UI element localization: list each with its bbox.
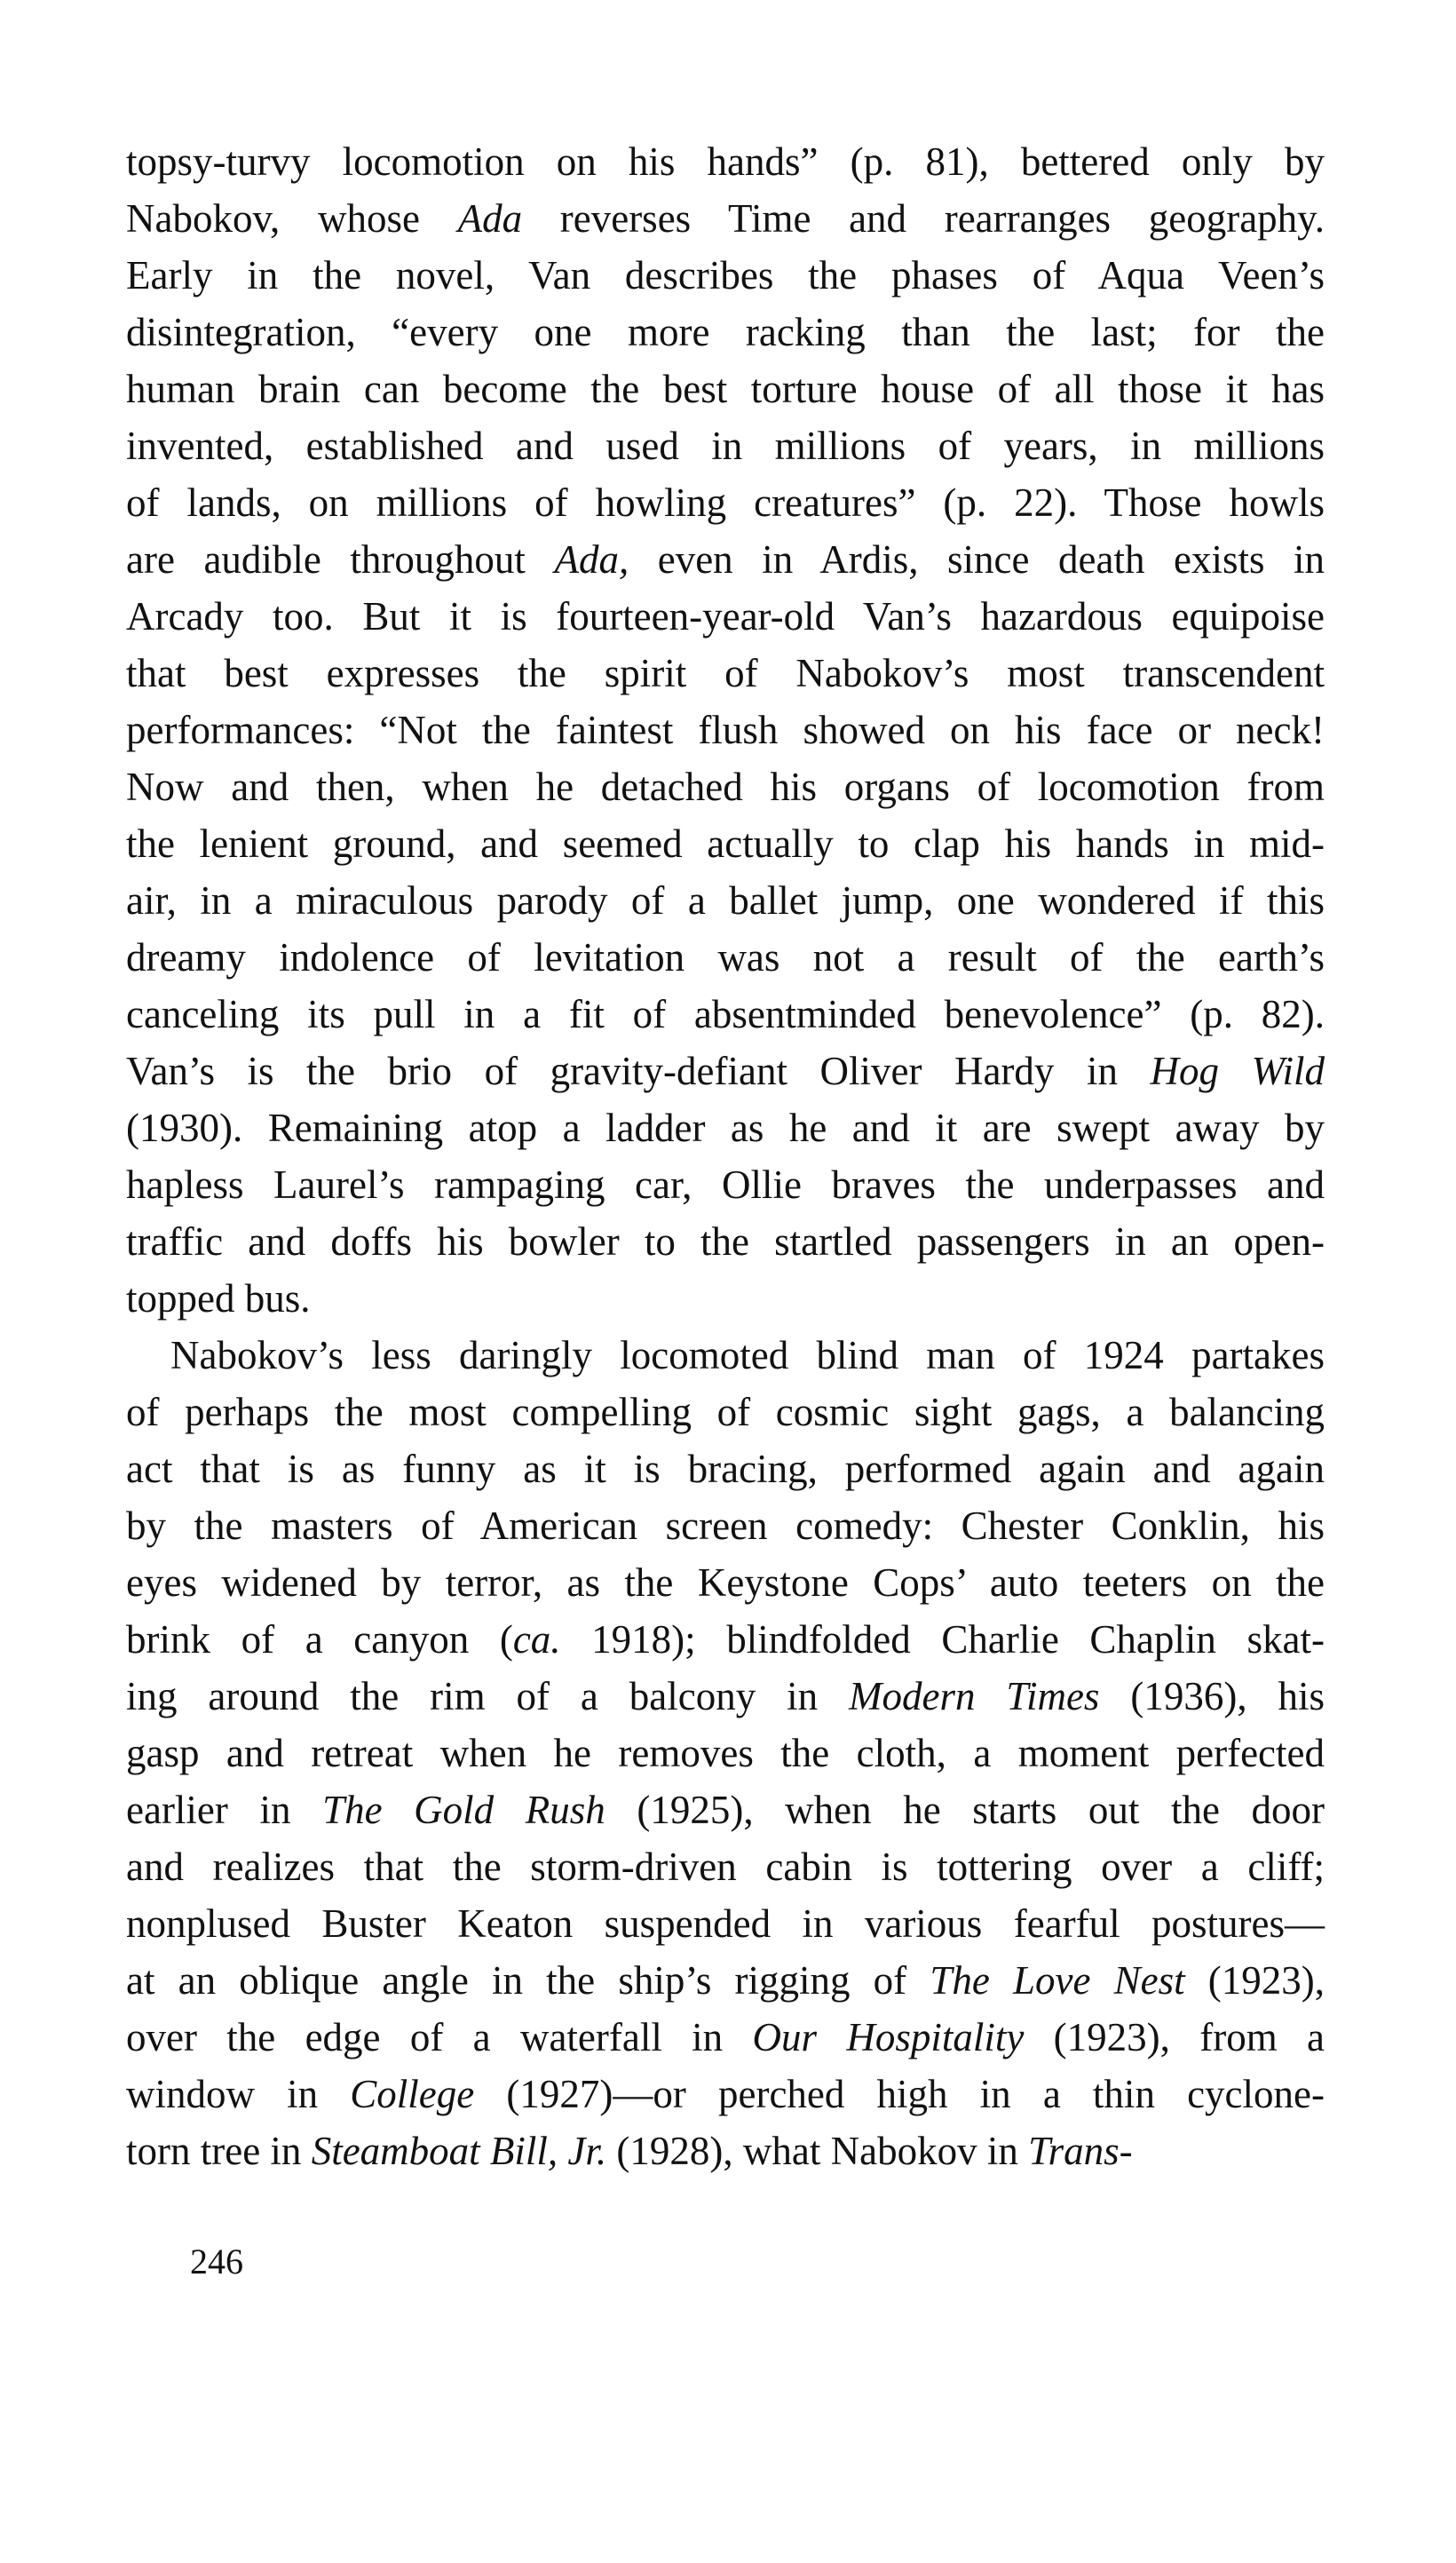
text-run: act that is as funny as it is bracing, performed again and again xyxy=(126,1447,1325,1491)
text-line xyxy=(126,1781,1325,1838)
text-line xyxy=(126,1611,1325,1668)
text-line xyxy=(126,1497,1325,1554)
text-line xyxy=(126,1440,1325,1497)
text-run: (1927)—or perched high in a thin cyclone- xyxy=(474,2072,1325,2116)
italic-text: College xyxy=(350,2072,475,2116)
text-run: topsy-turvy locomotion on his hands” (p. 81), bettered only by xyxy=(126,139,1325,184)
text-line xyxy=(126,531,1325,588)
text-run: dreamy indolence of levitation was not a result of the earth’s xyxy=(126,935,1325,980)
text-run: 1918); blindfolded Charlie Chaplin skat- xyxy=(560,1617,1325,1662)
text-run: Nabokov’s less daringly locomoted blind man of 1924 partakes xyxy=(170,1333,1325,1377)
text-line xyxy=(126,247,1325,304)
text-line xyxy=(126,1043,1325,1099)
text-line xyxy=(126,1384,1325,1440)
italic-text: The Gold Rush xyxy=(322,1788,605,1832)
text-run: eyes widened by terror, as the Keystone Cops’ auto teeters on the xyxy=(126,1560,1325,1605)
text-run: (1925), when he starts out the door xyxy=(605,1788,1325,1832)
italic-text: The Love Nest xyxy=(930,1958,1185,2003)
text-run: Nabokov, whose xyxy=(126,196,458,241)
text-run: over the edge of a waterfall in xyxy=(126,2015,753,2059)
text-run: Now and then, when he detached his organs of locomotion from xyxy=(126,765,1325,809)
text-run: (1923), from a xyxy=(1024,2015,1325,2059)
text-run: nonplused Buster Keaton suspended in various fearful postures— xyxy=(126,1901,1325,1946)
text-line xyxy=(126,1213,1325,1270)
text-run: Arcady too. But it is fourteen-year-old Van’s hazardous equipoise xyxy=(126,594,1325,639)
italic-text: Hog Wild xyxy=(1150,1049,1325,1093)
text-run: gasp and retreat when he removes the cloth, a moment perfected xyxy=(126,1731,1325,1775)
text-run: that best expresses the spirit of Nabokov’s most transcendent xyxy=(126,651,1325,695)
text-line xyxy=(126,1554,1325,1611)
text-line xyxy=(126,1156,1325,1213)
text-run: torn tree in xyxy=(126,2129,312,2173)
italic-text: Modern Times xyxy=(849,1674,1100,1718)
text-run: (1936), his xyxy=(1099,1674,1325,1718)
text-line xyxy=(126,986,1325,1043)
paragraph xyxy=(126,1327,1325,2179)
text-run: brink of a canyon ( xyxy=(126,1617,513,1662)
text-run: (1923), xyxy=(1184,1958,1325,2003)
text-run: disintegration, “every one more racking than the last; for the xyxy=(126,310,1325,354)
text-line xyxy=(126,1327,1325,1384)
text-line xyxy=(126,2009,1325,2066)
text-run: human brain can become the best torture house of all those it has xyxy=(126,367,1325,411)
text-line xyxy=(126,474,1325,531)
text-line xyxy=(126,1099,1325,1156)
text-line xyxy=(126,758,1325,815)
text-run: (1930). Remaining atop a ladder as he and it are swept away by xyxy=(126,1106,1325,1150)
text-run: are audible throughout xyxy=(126,537,555,582)
text-run: at an oblique angle in the ship’s rigging of xyxy=(126,1958,930,2003)
text-run: of lands, on millions of howling creatures” (p. 22). Those howls xyxy=(126,480,1325,525)
text-line xyxy=(126,2066,1325,2123)
text-run: hapless Laurel’s rampaging car, Ollie braves the underpasses and xyxy=(126,1162,1325,1207)
text-line xyxy=(126,702,1325,758)
text-run: Early in the novel, Van describes the phases of Aqua Veen’s xyxy=(126,253,1325,298)
text-run: invented, established and used in millions of years, in millions xyxy=(126,424,1325,468)
body-text xyxy=(126,133,1325,2179)
text-line xyxy=(126,872,1325,929)
text-run: air, in a miraculous parody of a ballet jump, one wondered if this xyxy=(126,878,1325,923)
text-line xyxy=(126,361,1325,417)
text-run: reverses Time and rearranges geography. xyxy=(522,196,1325,241)
text-line xyxy=(126,1725,1325,1781)
text-run: and realizes that the storm-driven cabin is tottering over a cliff; xyxy=(126,1845,1325,1889)
text-line xyxy=(126,417,1325,474)
text-run: ing around the rim of a balcony in xyxy=(126,1674,850,1718)
text-run: window in xyxy=(126,2072,351,2116)
italic-text: Ada xyxy=(457,196,523,241)
text-run: performances: “Not the faintest flush showed on his face or neck! xyxy=(126,708,1325,752)
text-line xyxy=(126,929,1325,986)
italic-text: Steamboat Bill, Jr. xyxy=(311,2129,607,2173)
text-line xyxy=(126,304,1325,361)
italic-text: Our Hospitality xyxy=(752,2015,1025,2059)
text-run: traffic and doffs his bowler to the startled passengers in an open- xyxy=(126,1219,1325,1264)
text-run: (1928), what Nabokov in xyxy=(606,2129,1029,2173)
text-run: of perhaps the most compelling of cosmic sight gags, a balancing xyxy=(126,1390,1325,1434)
text-line xyxy=(126,1952,1325,2009)
text-line xyxy=(126,133,1325,190)
text-line xyxy=(126,1270,1325,1327)
text-run: topped bus. xyxy=(126,1276,311,1321)
text-line xyxy=(126,1668,1325,1725)
italic-text: Ada, xyxy=(554,537,629,582)
text-line xyxy=(126,190,1325,247)
text-run: the lenient ground, and seemed actually to clap his hands in mid- xyxy=(126,821,1325,866)
text-line xyxy=(126,645,1325,702)
text-run: even in Ardis, since death exists in xyxy=(629,537,1325,582)
text-run: earlier in xyxy=(126,1788,323,1832)
italic-text: Trans- xyxy=(1028,2129,1133,2173)
text-run: by the masters of American screen comedy: Chester Conklin, his xyxy=(126,1504,1325,1548)
text-run: canceling its pull in a fit of absentminded benevolence” (p. 82). xyxy=(126,992,1325,1036)
text-run: Van’s is the brio of gravity-defiant Oliver Hardy in xyxy=(126,1049,1151,1093)
text-line xyxy=(126,2123,1325,2179)
text-line xyxy=(126,1838,1325,1895)
text-line xyxy=(126,1895,1325,1952)
text-line xyxy=(126,815,1325,872)
italic-text: ca. xyxy=(512,1617,561,1662)
paragraph xyxy=(126,133,1325,1327)
text-line xyxy=(126,588,1325,645)
page-number: 246 xyxy=(190,2242,243,2281)
